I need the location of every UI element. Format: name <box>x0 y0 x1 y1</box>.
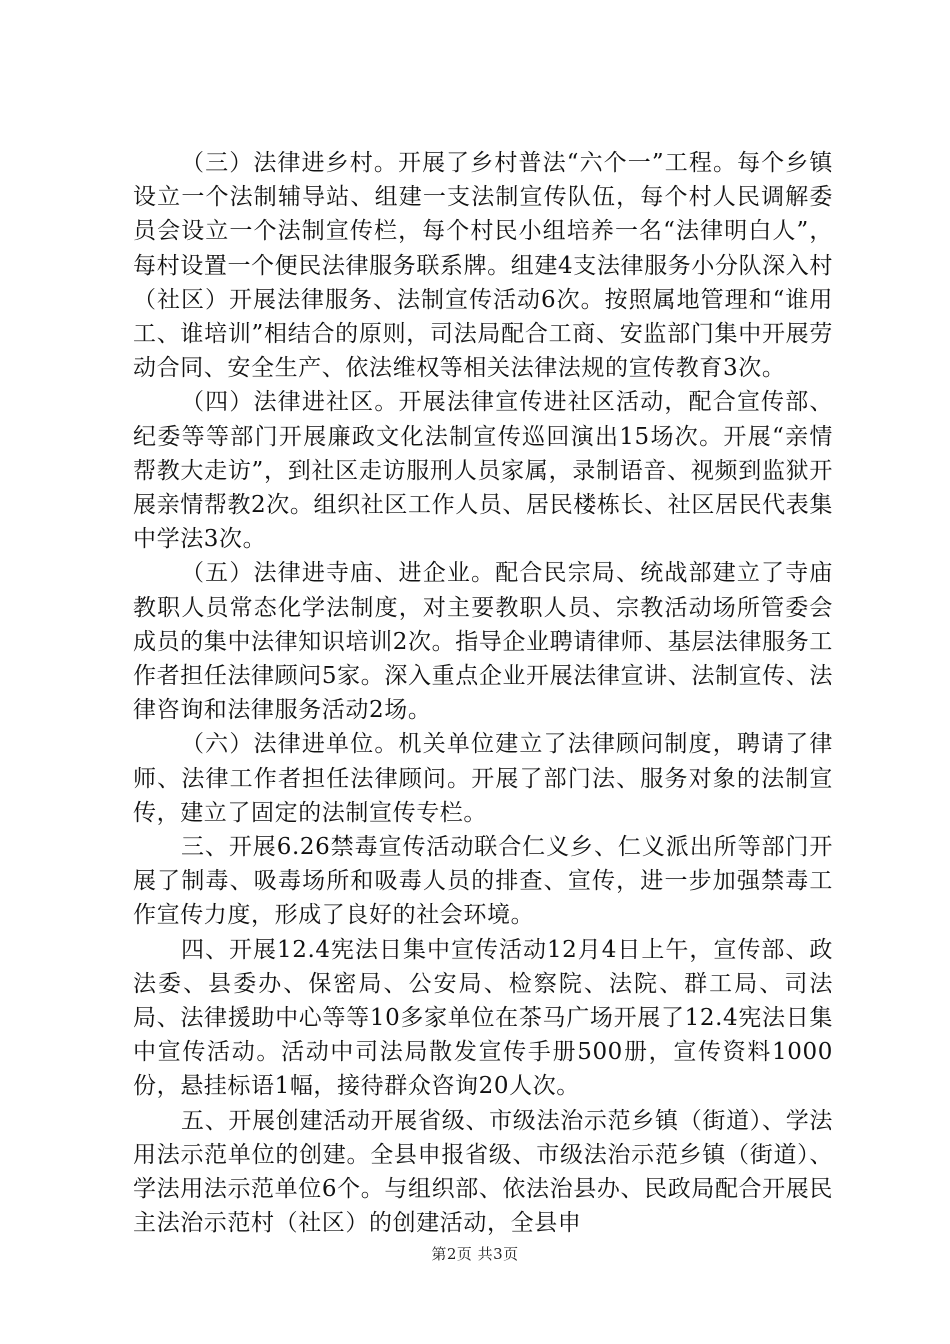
paragraph-rural-law: （三）法律进乡村。开展了乡村普法“六个一”工程。每个乡镇设立一个法制辅导站、组建一支法制宣传队伍，每个村人民调解委员会设立一个法制宣传栏，每个村民小组培养一名“法律明白人”，每村设置一个便民法律服务联系牌。组建4支法律服务小分队深入村（社区）开展法律服务、法制宣传活动6次。按照属地管理和“谁用工、谁培训”相结合的原则，司法局配合工商、安监部门集中开展劳动合同、安全生产、依法维权等相关法律法规的宣传教育3次。 <box>133 150 833 382</box>
paragraph-anti-drug: 三、开展6.26禁毒宣传活动联合仁义乡、仁义派出所等部门开展了制毒、吸毒场所和吸毒人员的排查、宣传，进一步加强禁毒工作宣传力度，形成了良好的社会环境。 <box>133 834 833 929</box>
document-body <box>133 146 833 1241</box>
page-footer: 第2页 共3页 <box>431 1245 519 1263</box>
paragraph-demonstration-creation: 五、开展创建活动开展省级、市级法治示范乡镇（街道）、学法用法示范单位的创建。全县申报省级、市级法治示范乡镇（街道）、学法用法示范单位6个。与组织部、依法治县办、民政局配合开展民主法治示范村（社区）的创建活动，全县申 <box>133 1107 833 1237</box>
paragraph-constitution-day: 四、开展12.4宪法日集中宣传活动12月4日上午，宣传部、政法委、县委办、保密局、公安局、检察院、法院、群工局、司法局、法律援助中心等等10多家单位在茶马广场开展了12.4宪法日集中宣传活动。活动中司法局散发宣传手册500册，宣传资料1000份，悬挂标语1幅，接待群众咨询20人次。 <box>133 936 833 1100</box>
paragraph-unit-law: （六）法律进单位。机关单位建立了法律顾问制度，聘请了律师、法律工作者担任法律顾问。开展了部门法、服务对象的法制宣传，建立了固定的法制宣传专栏。 <box>133 731 833 826</box>
paragraph-community-law: （四）法律进社区。开展法律宣传进社区活动，配合宣传部、纪委等等部门开展廉政文化法制宣传巡回演出15场次。开展“亲情帮教大走访”，到社区走访服刑人员家属，录制语音、视频到监狱开展亲情帮教2次。组织社区工作人员、居民楼栋长、社区居民代表集中学法3次。 <box>133 389 833 553</box>
paragraph-temple-enterprise-law: （五）法律进寺庙、进企业。配合民宗局、统战部建立了寺庙教职人员常态化学法制度，对主要教职人员、宗教活动场所管委会成员的集中法律知识培训2次。指导企业聘请律师、基层法律服务工作者担任法律顾问5家。深入重点企业开展法律宣讲、法制宣传、法律咨询和法律服务活动2场。 <box>133 560 833 724</box>
